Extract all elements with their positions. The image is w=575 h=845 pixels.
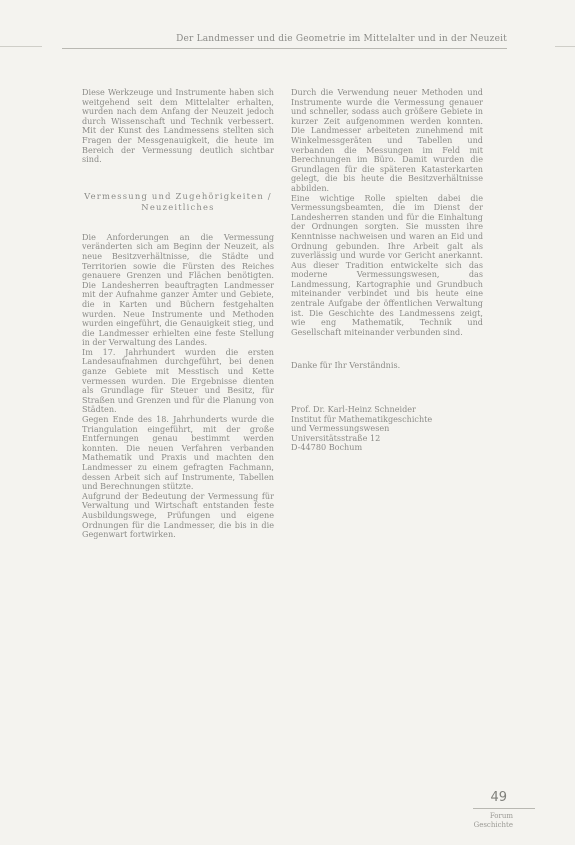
header-rule-left (0, 46, 42, 47)
closing-line: Danke für Ihr Verständnis. (291, 360, 401, 371)
address-line: Prof. Dr. Karl-Heinz Schneider (291, 404, 416, 415)
footer-note: Forum Geschichte (473, 812, 513, 829)
body-paragraph: Die Anforderungen an die Vermessung veränderten sich am Beginn der Neuzeit, als neue Besitzverhältnisse, die Städte und Territorien sowie die Fürsten des Reiches genauere Grenzen und Flächen benötigten. Die Landesherren beauftragten Landmesser mit der Aufnahme ganzer Ämter und Gebiete, die in Karten und Büchern festgehalten wurden. Neue Instrumente und Methoden wurden eingeführt, die Genauigkeit stieg, und die Landmesser erhielten eine feste Stellung in der Verwaltung des Landes. (82, 231, 274, 348)
header-rule-right (555, 46, 575, 47)
address-line: und Vermessungswesen (291, 423, 390, 434)
right-column (291, 88, 483, 453)
running-header: Der Landmesser und die Geometrie im Mittelalter und in der Neuzeit (62, 34, 507, 49)
left-column (82, 88, 274, 540)
address-line: D-44780 Bochum (291, 442, 363, 453)
body-paragraph: Im 17. Jahrhundert wurden die ersten Landesaufnahmen durchgeführt, bei denen ganze Gebiete mit Messtisch und Kette vermessen wurden. Die Ergebnisse dienten als Grundlage für Steuer und Besitz, für Straßen und Grenzen und für die Planung von Städten. (82, 346, 274, 415)
page-number-rule (473, 808, 535, 809)
body-paragraph: Durch die Verwendung neuer Methoden und Instrumente wurde die Vermessung genauer und schneller, sodass auch größere Gebiete in kurzer Zeit aufgenommen werden konnten. Die Landmesser arbeiteten zunehmend mit Winkelmessgeräten und Tabellen und verbanden die Messungen im Feld mit Berechnungen im Büro. Damit wurden die Grundlagen für die späteren Katasterkarten gelegt, die bis heute die Besitzverhältnisse abbilden. (291, 87, 483, 193)
section-heading: Vermessung und Zugehörigkeiten / Neuzeitliches (84, 190, 272, 212)
address-line: Universitätsstraße 12 (291, 432, 381, 443)
author-address (291, 405, 483, 453)
intro-paragraph: Diese Werkzeuge und Instrumente haben sich weitgehend seit dem Mittelalter erhalten, wurden nach dem Anfang der Neuzeit jedoch durch Wissenschaft und Technik verbessert. Mit der Kunst des Landmessens stellten sich Fragen der Messgenauigkeit, die heute im Bereich der Vermessung deutlich sichtbar sind. (82, 87, 274, 165)
address-line: Institut für Mathematikgeschichte (291, 413, 433, 424)
body-paragraph: Gegen Ende des 18. Jahrhunderts wurde die Triangulation eingeführt, mit der große Entfernungen genau bestimmt werden konnten. Die neuen Verfahren verbanden Mathematik und Praxis und machten den Landmesser zu einem gefragten Fachmann, dessen Arbeit sich auf Instrumente, Tabellen und Berechnungen stützte. (82, 414, 274, 492)
body-paragraph: Eine wichtige Rolle spielten dabei die Vermessungsbeamten, die im Dienst der Landesherren standen und für die Einhaltung der Ordnungen sorgten. Sie mussten ihre Kenntnisse nachweisen und waren an Eid und Ordnung gebunden. Ihre Arbeit galt als zuverlässig und wurde vor Gericht anerkannt. Aus dieser Tradition entwickelte sich das moderne Vermessungswesen, das Landmessung, Kartographie und Grundbuch miteinander verbindet und bis heute eine zentrale Aufgabe der öffentlichen Verwaltung ist. Die Geschichte des Landmessens zeigt, wie eng Mathematik, Technik und Gesellschaft miteinander verbunden sind. (291, 192, 483, 337)
body-paragraph: Aufgrund der Bedeutung der Vermessung für Verwaltung und Wirtschaft entstanden feste Ausbildungswege, Prüfungen und eigene Ordnungen für die Landmesser, die bis in die Gegenwart fortwirken. (82, 490, 274, 540)
page-number: 49 (490, 790, 507, 805)
